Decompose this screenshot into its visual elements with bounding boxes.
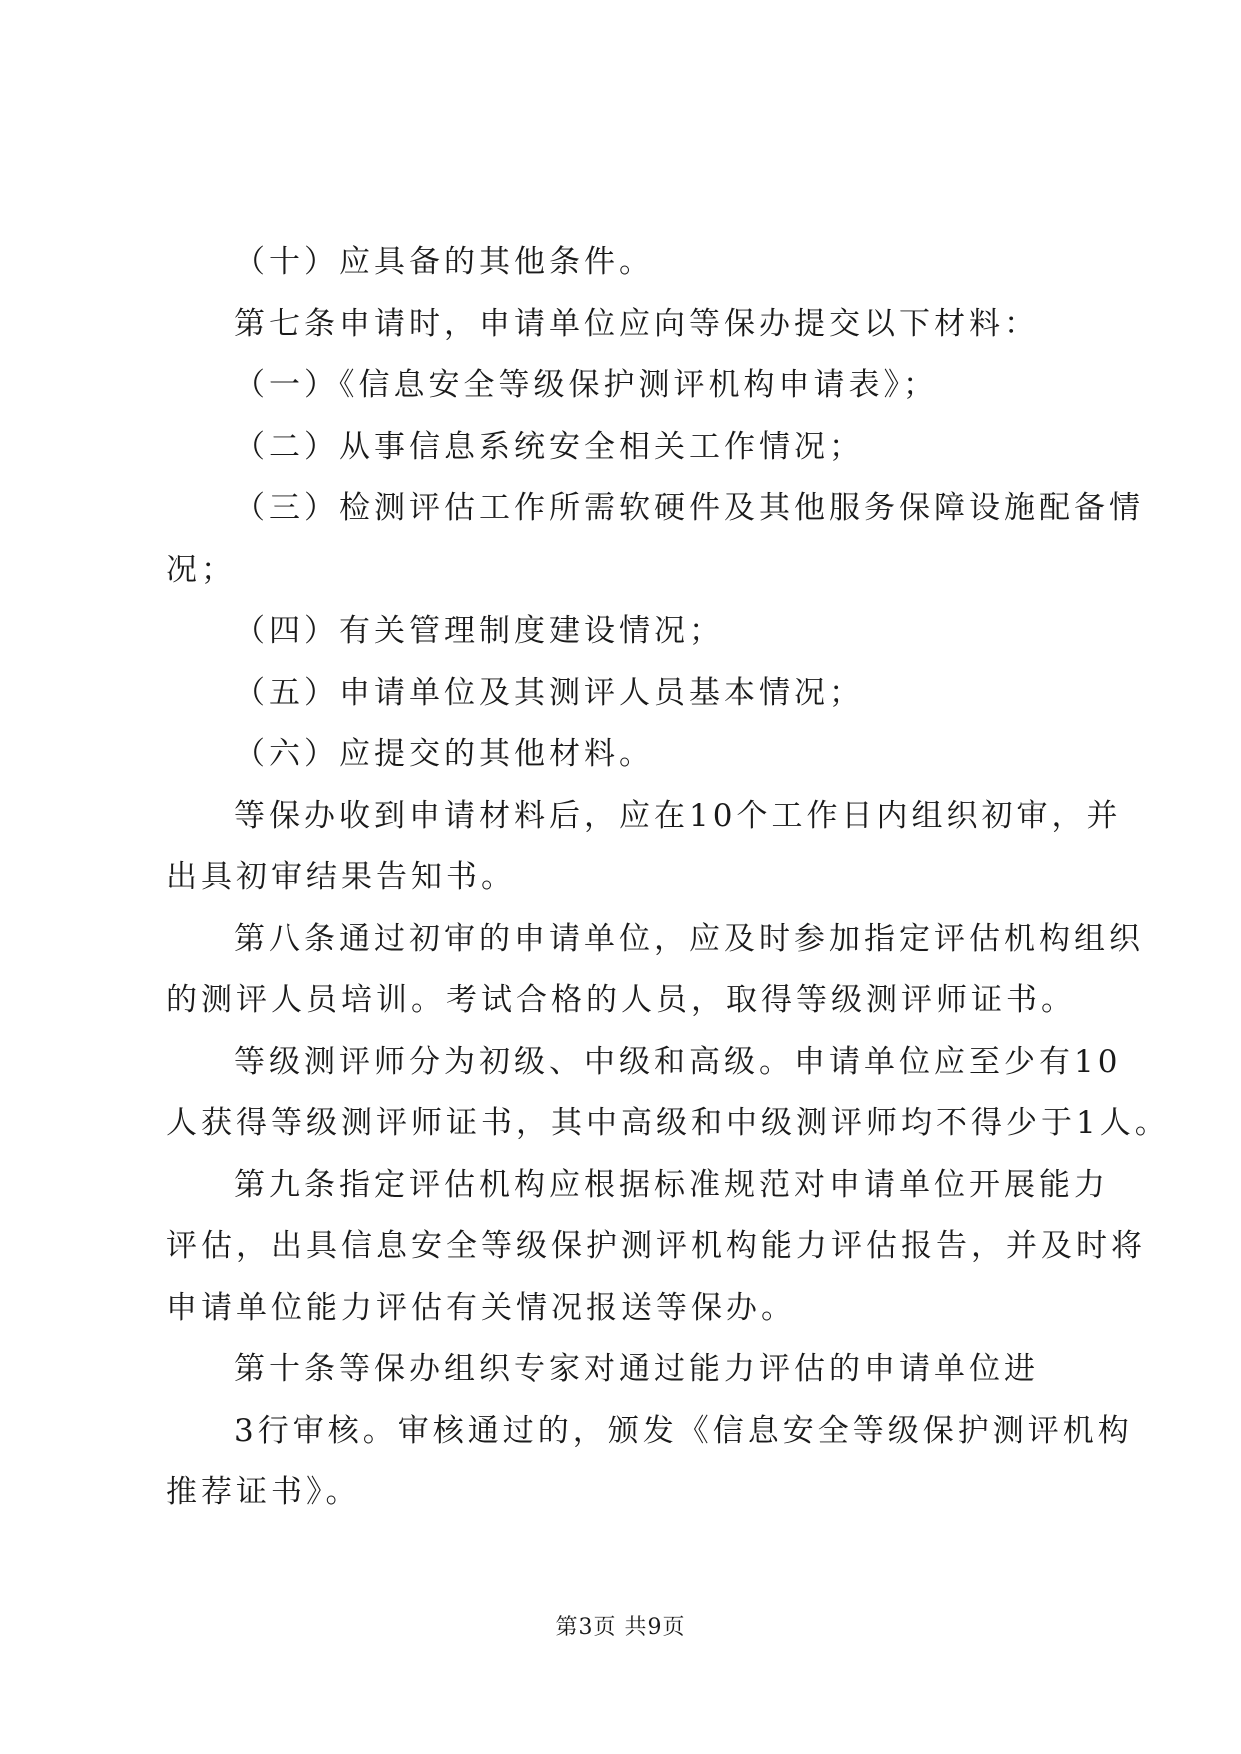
page-number-footer: 第3页 共9页 [555,1615,686,1640]
text-line: （一）《信息安全等级保护测评机构申请表》； [234,367,938,403]
text-line: 人获得等级测评师证书，其中高级和中级测评师均不得少于1人。 [166,1105,1170,1141]
text-line: 第七条申请时，申请单位应向等保办提交以下材料： [234,305,1039,342]
text-line: 等级测评师分为初级、中级和高级。申请单位应至少有10 [234,1043,1122,1080]
document-body [166,232,1170,1524]
text-line: 第九条指定评估机构应根据标准规范对申请单位开展能力 [234,1166,1109,1203]
text-line: （六）应提交的其他材料。 [234,736,654,772]
text-line: （五）申请单位及其测评人员基本情况； [234,674,864,711]
text-line: 评估，出具信息安全等级保护测评机构能力评估报告，并及时将 [166,1228,1146,1264]
text-line: 出具初审结果告知书。 [166,859,516,895]
text-line: 第八条通过初审的申请单位，应及时参加指定评估机构组织 [234,920,1144,957]
text-line: 况； [166,551,236,588]
text-line: 第十条等保办组织专家对通过能力评估的申请单位进 [234,1351,1039,1387]
text-line: 申请单位能力评估有关情况报送等保办。 [166,1289,796,1326]
text-line: （十）应具备的其他条件。 [234,244,654,280]
text-line: 等保办收到申请材料后，应在10个工作日内组织初审，并 [234,797,1122,834]
text-line: （三）检测评估工作所需软硬件及其他服务保障设施配备情 [234,490,1144,526]
text-line: 的测评人员培训。考试合格的人员，取得等级测评师证书。 [166,982,1076,1018]
text-line: 3行审核。审核通过的，颁发《信息安全等级保护测评机构 [234,1412,1133,1449]
text-line: 推荐证书》。 [166,1474,361,1510]
text-line: （四）有关管理制度建设情况； [234,613,724,649]
text-line: （二）从事信息系统安全相关工作情况； [234,428,864,465]
